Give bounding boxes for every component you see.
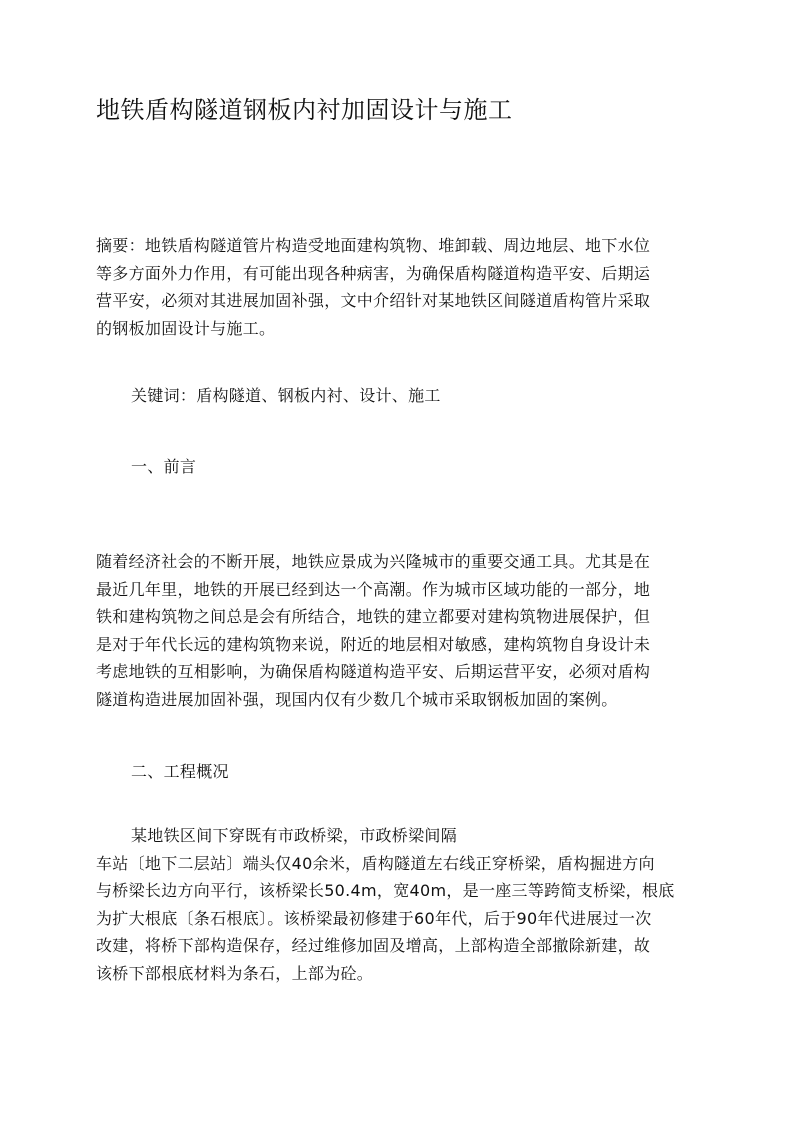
- abstract-line: 的钢板加固设计与施工。: [96, 318, 276, 338]
- abstract-paragraph: [96, 232, 696, 342]
- preface-line: 是对于年代长远的建构筑物来说，附近的地层相对敏感，建构筑物自身设计未: [96, 634, 651, 654]
- preface-paragraph: [96, 548, 696, 713]
- overview-line: 为扩大根底〔条石根底〕。该桥梁最初修建于60年代，后于90年代进展过一次: [96, 908, 652, 928]
- overview-line: 与桥梁长边方向平行，该桥梁长50.4m，宽40m，是一座三等跨简支桥梁，根底: [96, 881, 675, 900]
- preface-line: 考虑地铁的互相影响，为确保盾构隧道构造平安、后期运营平安，必须对盾构: [96, 662, 651, 681]
- preface-line: 随着经济社会的不断开展，地铁应景成为兴隆城市的重要交通工具。尤其是在: [96, 552, 651, 571]
- section-heading-overview: 二、工程概况: [131, 762, 229, 781]
- overview-line: 车站〔地下二层站〕端头仅40余米，盾构隧道左右线正穿桥梁，盾构掘进方向: [96, 853, 655, 873]
- keywords-line: 关键词：盾构隧道、钢板内衬、设计、施工: [131, 386, 441, 405]
- preface-line: 铁和建构筑物之间总是会有所结合，地铁的建立都要对建构筑物进展保护，但: [96, 607, 651, 626]
- overview-line: 某地铁区间下穿既有市政桥梁，市政桥梁间隔: [131, 826, 458, 845]
- abstract-line: 营平安，必须对其进展加固补强，文中介绍针对某地铁区间隧道盾构管片采取: [96, 291, 651, 310]
- abstract-line: 摘要：地铁盾构隧道管片构造受地面建构筑物、堆卸载、周边地层、地下水位: [96, 236, 651, 255]
- overview-line: 改建，将桥下部构造保存，经过维修加固及增高，上部构造全部撤除新建，故: [96, 936, 651, 955]
- preface-line: 最近几年里，地铁的开展已经到达一个高潮。作为城市区域功能的一部分，地: [96, 579, 651, 599]
- abstract-line: 等多方面外力作用，有可能出现各种病害，为确保盾构隧道构造平安、后期运: [96, 263, 651, 283]
- overview-line: 该桥下部根底材料为条石，上部为砼。: [96, 963, 374, 983]
- section-heading-preface: 一、前言: [131, 457, 197, 476]
- overview-paragraph: [96, 822, 696, 987]
- preface-line: 隧道构造进展加固补强，现国内仅有少数几个城市采取钢板加固的案例。: [96, 689, 618, 709]
- document-title: 地铁盾构隧道钢板内衬加固设计与施工: [96, 96, 513, 124]
